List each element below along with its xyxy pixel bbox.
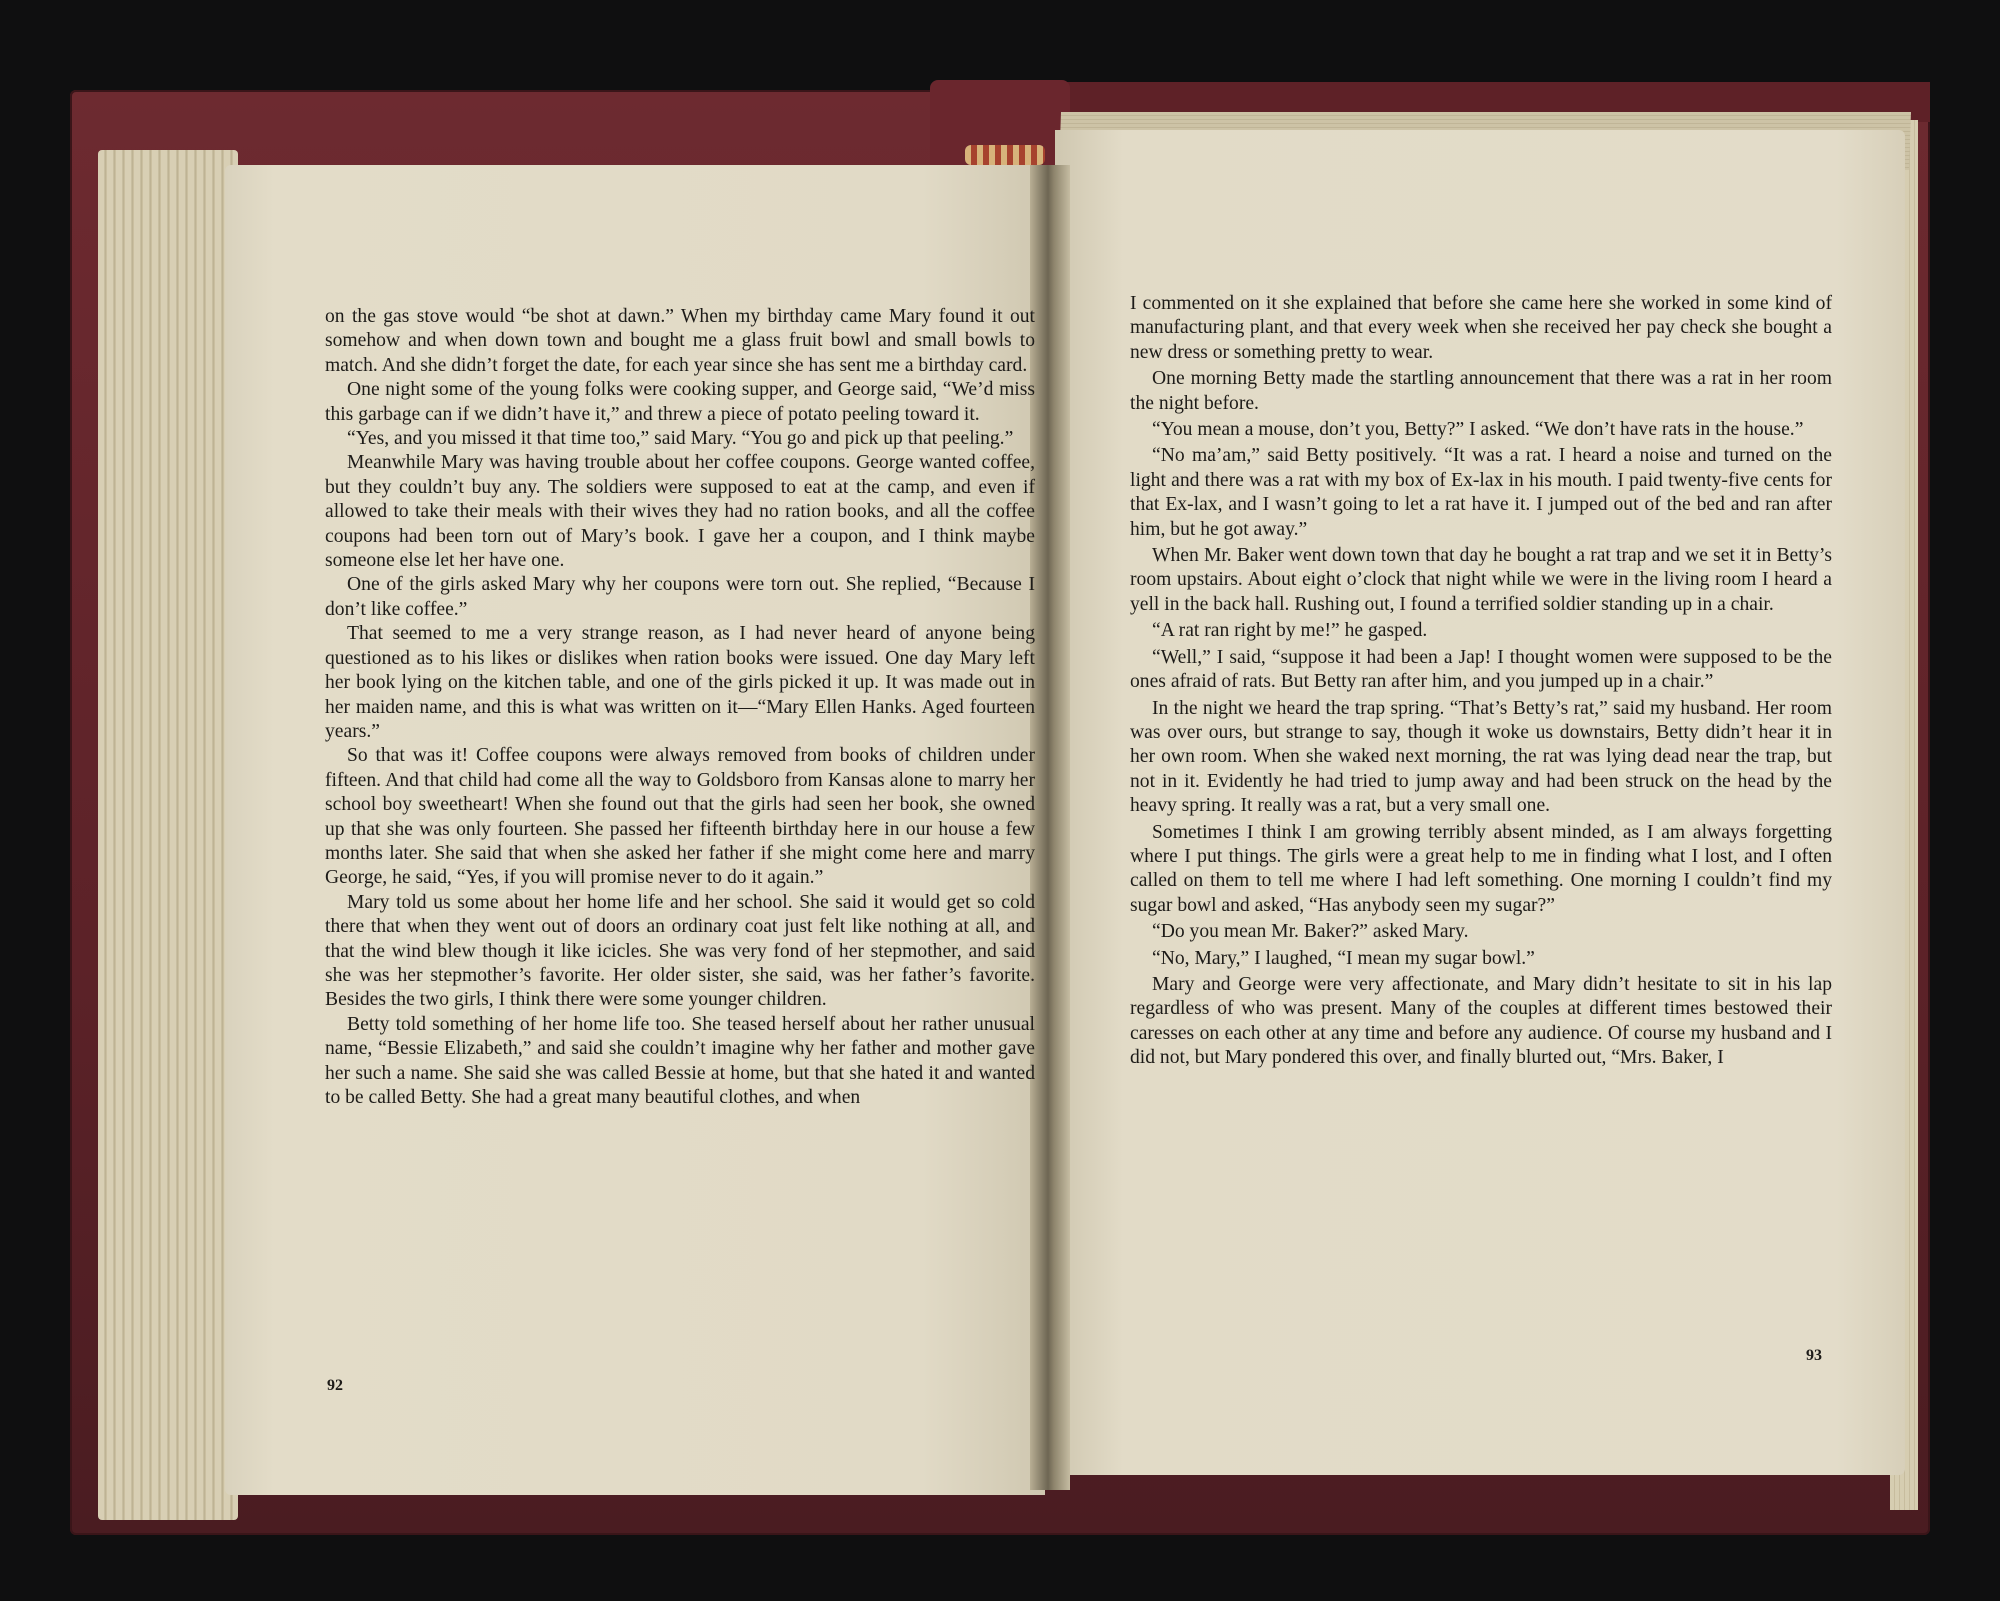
paragraph: “Do you mean Mr. Baker?” asked Mary. xyxy=(1152,921,1469,943)
paragraph: “Well,” I said, “suppose it had been a Jap! I thought women were supposed to be the ones afraid of rats. But Betty ran after him, and you jumped up in a chair.” xyxy=(1130,646,1832,693)
paragraph: “You mean a mouse, don’t you, Betty?” I asked. “We don’t have rats in the house.” xyxy=(1152,419,1804,441)
paragraph: Sometimes I think I am growing terribly absent minded, as I am always forgetting where I put things. The girls were a great help to me in finding what I lost, and I often called on them to tell me where I had left something. One morning I couldn’t find my sugar bowl and asked, “Has anybody seen my sugar?” xyxy=(1130,821,1832,916)
gutter-shadow xyxy=(1030,165,1070,1490)
paragraph: “No, Mary,” I laughed, “I mean my sugar bowl.” xyxy=(1152,947,1535,969)
paragraph: Meanwhile Mary was having trouble about her coffee coupons. George wanted coffee, but they couldn’t buy any. The soldiers were supposed to eat at the camp, and even if allowed to take their meals with their wives they had no ration books, and all the coffee coupons had been torn out of Mary’s book. I gave her a coupon, and I think maybe someone else let her have one. xyxy=(325,452,1035,572)
page-edges-left xyxy=(98,150,238,1520)
right-page-text xyxy=(1130,292,1832,1073)
paragraph: Mary told us some about her home life and her school. She said it would get so cold there that when they went out of doors an ordinary coat just felt like nothing at all, and that the wind blew though it like icicles. She was very fond of her stepmother, and said she was her stepmother’s favorite. Her older sister, she said, was her father’s favorite. Besides the two girls, I think there were some younger children. xyxy=(325,891,1035,1011)
paragraph: I commented on it she explained that before she came here she worked in some kind of manufacturing plant, and that every week when she received her pay check she bought a new dress or something pretty to wear. xyxy=(1130,293,1832,363)
paragraph: Mary and George were very affectionate, and Mary didn’t hesitate to sit in his lap regardless of who was present. Many of the couples at different times bestowed their caresses on each other at any time and before any audience. Of course my husband and I did not, but Mary pondered this over, and finally blurted out, “Mrs. Baker, I xyxy=(1130,973,1832,1069)
paragraph: One morning Betty made the startling announcement that there was a rat in her room the night before. xyxy=(1130,368,1832,414)
paragraph: One of the girls asked Mary why her coupons were torn out. She replied, “Because I don’t like coffee.” xyxy=(325,574,1035,620)
paragraph: “Yes, and you missed it that time too,” said Mary. “You go and pick up that peeling.” xyxy=(347,428,1014,450)
paragraph: Betty told something of her home life too. She teased herself about her rather unusual name, “Bessie Elizabeth,” and said she couldn’t imagine why her father and mother gave her such a name. She said she was called Bessie at home, but that she hated it and wanted to be called Betty. She had a great many beautiful clothes, and when xyxy=(325,1013,1035,1108)
paragraph: When Mr. Baker went down town that day he bought a rat trap and we set it in Betty’s room upstairs. About eight o’clock that night while we were in the living room I heard a yell in the back hall. Rushing out, I found a terrified soldier standing up in a chair. xyxy=(1130,545,1832,615)
paragraph: “No ma’am,” said Betty positively. “It was a rat. I heard a noise and turned on the light and there was a rat with my box of Ex-lax in his mouth. I paid twenty-five cents for that Ex-lax, and I wasn’t going to let a rat have it. I jumped out of the bed and ran after him, but he got away.” xyxy=(1130,445,1832,540)
paragraph: One night some of the young folks were cooking supper, and George said, “We’d miss this garbage can if we didn’t have it,” and threw a piece of potato peeling toward it. xyxy=(325,379,1035,425)
page-number-right: 93 xyxy=(1806,1347,1822,1364)
paragraph: So that was it! Coffee coupons were always removed from books of children under fifteen. And that child had come all the way to Goldsboro from Kansas alone to marry her school boy sweetheart! When she found out that the girls had seen her book, she owned up that she was only fourteen. She passed her fifteenth birthday here in our house a few months later. She said that when she asked her father if she might come here and marry George, he said, “Yes, if you will promise never to do it again.” xyxy=(325,745,1035,889)
page-number-left: 92 xyxy=(327,1377,343,1394)
paragraph: “A rat ran right by me!” he gasped. xyxy=(1152,620,1428,642)
paragraph: on the gas stove would “be shot at dawn.” When my birthday came Mary found it out somehow and when down town and bought me a glass fruit bowl and small bowls to match. And she didn’t forget the date, for each year since she has sent me a birthday card. xyxy=(325,306,1035,376)
paragraph: In the night we heard the trap spring. “That’s Betty’s rat,” said my husband. Her room was over ours, but strange to say, though it woke us downstairs, Betty didn’t hear it in her own room. When she waked next morning, the rat was lying dead near the trap, but not in it. Evidently he had tried to jump away and had been struck on the head by the heavy spring. It really was a rat, but a very small one. xyxy=(1130,697,1832,817)
left-page-text xyxy=(325,305,1035,1110)
headband xyxy=(965,145,1045,165)
paragraph: That seemed to me a very strange reason, as I had never heard of anyone being questioned as to his likes or dislikes when ration books were issued. One day Mary left her book lying on the kitchen table, and one of the girls picked it up. It was made out in her maiden name, and this is what was written on it—“Mary Ellen Hanks. Aged fourteen years.” xyxy=(325,623,1035,742)
